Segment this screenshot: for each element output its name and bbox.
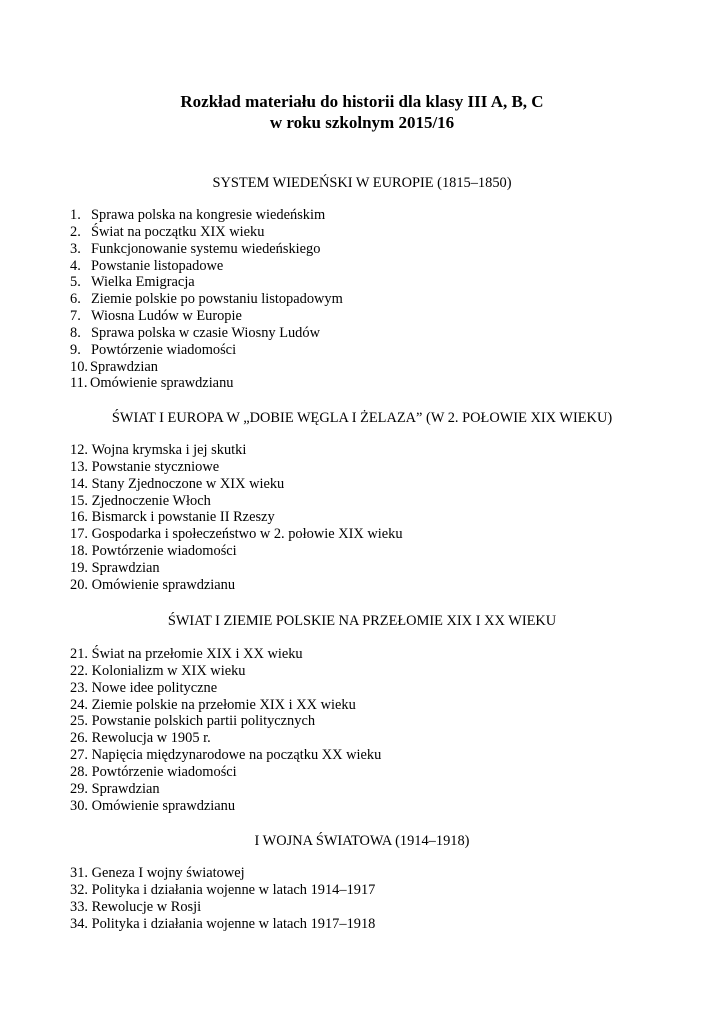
item-text: Geneza I wojny światowej xyxy=(91,865,245,881)
item-text: Gospodarka i społeczeństwo w 2. połowie XIX wieku xyxy=(91,526,403,543)
item-number: 23. xyxy=(70,679,88,696)
item-text: Ziemie polskie na przełomie XIX i XX wieku xyxy=(91,696,356,713)
section-list-2 xyxy=(0,442,724,594)
item-number: 20. xyxy=(70,576,88,593)
list-item xyxy=(0,730,724,747)
item-text: Powtórzenie wiadomości xyxy=(91,543,237,560)
item-number: 22. xyxy=(70,662,88,679)
item-number: 29. xyxy=(70,780,88,797)
item-text: Wiosna Ludów w Europie xyxy=(91,308,242,325)
document-title xyxy=(0,91,724,133)
item-number: 14. xyxy=(70,475,88,492)
item-number: 32. xyxy=(70,881,88,898)
item-number: 10. xyxy=(70,358,88,375)
list-item xyxy=(0,359,724,376)
item-number: 3. xyxy=(70,240,81,257)
item-number: 16. xyxy=(70,509,88,526)
list-item xyxy=(0,476,724,493)
list-item xyxy=(0,375,724,392)
list-item xyxy=(0,543,724,560)
item-number: 5. xyxy=(70,274,81,291)
list-item xyxy=(0,291,724,308)
list-item xyxy=(0,241,724,258)
list-item xyxy=(0,781,724,798)
item-text: Sprawdzian xyxy=(91,559,160,576)
list-item xyxy=(0,646,724,663)
list-item xyxy=(0,899,724,916)
list-item xyxy=(0,342,724,359)
item-text: Wojna krymska i jej skutki xyxy=(91,442,247,458)
section-heading-1: SYSTEM WIEDEŃSKI W EUROPIE (1815–1850) xyxy=(212,175,512,191)
item-number: 27. xyxy=(70,747,88,764)
item-text: Sprawa polska na kongresie wiedeńskim xyxy=(91,207,326,223)
item-text: Powtórzenie wiadomości xyxy=(91,763,237,780)
item-text: Świat na początku XIX wieku xyxy=(91,223,265,240)
list-item xyxy=(0,207,724,224)
item-number: 7. xyxy=(70,308,81,325)
item-text: Wielka Emigracja xyxy=(91,274,195,291)
item-text: Funkcjonowanie systemu wiedeńskiego xyxy=(91,240,321,257)
item-text: Omówienie sprawdzianu xyxy=(91,576,236,593)
item-number: 11. xyxy=(70,375,88,392)
list-item xyxy=(0,663,724,680)
title-line-2: w roku szkolnym 2015/16 xyxy=(269,113,455,132)
list-item xyxy=(0,459,724,476)
section-list-1 xyxy=(0,207,724,392)
item-text: Polityka i działania wojenne w latach 1914–1917 xyxy=(91,881,376,898)
list-item xyxy=(0,697,724,714)
list-item xyxy=(0,764,724,781)
item-number: 24. xyxy=(70,696,88,713)
list-item xyxy=(0,258,724,275)
list-item xyxy=(0,325,724,342)
item-text: Kolonializm w XIX wieku xyxy=(91,662,246,679)
item-text: Powstanie listopadowe xyxy=(91,257,224,274)
item-number: 15. xyxy=(70,492,88,509)
item-number: 13. xyxy=(70,458,88,475)
list-item xyxy=(0,274,724,291)
item-number: 25. xyxy=(70,713,88,730)
item-text: Powstanie styczniowe xyxy=(91,458,220,475)
item-text: Powtórzenie wiadomości xyxy=(91,341,237,358)
item-number: 33. xyxy=(70,898,88,915)
section-heading-3: ŚWIAT I ZIEMIE POLSKIE NA PRZEŁOMIE XIX I XX WIEKU xyxy=(167,613,557,629)
item-number: 17. xyxy=(70,526,88,543)
item-text: Świat na przełomie XIX i XX wieku xyxy=(91,646,303,662)
title-line-1: Rozkład materiału do historii dla klasy III A, B, C xyxy=(180,92,544,111)
item-text: Sprawdzian xyxy=(91,780,160,797)
item-text: Sprawdzian xyxy=(90,358,158,375)
item-text: Nowe idee polityczne xyxy=(91,679,218,696)
item-number: 30. xyxy=(70,797,88,814)
item-text: Polityka i działania wojenne w latach 1917–1918 xyxy=(91,915,376,932)
section-list-4 xyxy=(0,865,724,932)
item-number: 34. xyxy=(70,915,88,932)
item-number: 26. xyxy=(70,730,88,747)
item-number: 9. xyxy=(70,341,81,358)
list-item xyxy=(0,680,724,697)
item-number: 2. xyxy=(70,223,81,240)
item-number: 8. xyxy=(70,324,81,341)
section-list-3 xyxy=(0,646,724,814)
item-number: 18. xyxy=(70,543,88,560)
item-number: 31. xyxy=(70,865,88,881)
section-heading-4: I WOJNA ŚWIATOWA (1914–1918) xyxy=(254,833,470,849)
list-item xyxy=(0,798,724,815)
list-item xyxy=(0,865,724,882)
item-text: Rewolucje w Rosji xyxy=(91,898,202,915)
list-item xyxy=(0,747,724,764)
item-number: 21. xyxy=(70,646,88,662)
item-text: Omówienie sprawdzianu xyxy=(91,797,236,814)
list-item xyxy=(0,526,724,543)
item-text: Napięcia międzynarodowe na początku XX wieku xyxy=(91,747,382,764)
item-text: Sprawa polska w czasie Wiosny Ludów xyxy=(91,324,320,341)
item-text: Rewolucja w 1905 r. xyxy=(91,730,211,747)
item-number: 6. xyxy=(70,291,81,308)
item-number: 4. xyxy=(70,257,81,274)
list-item xyxy=(0,224,724,241)
item-number: 28. xyxy=(70,763,88,780)
list-item xyxy=(0,560,724,577)
list-item xyxy=(0,577,724,594)
item-number: 12. xyxy=(70,442,88,458)
list-item xyxy=(0,442,724,459)
list-item xyxy=(0,493,724,510)
list-item xyxy=(0,509,724,526)
item-text: Stany Zjednoczone w XIX wieku xyxy=(91,475,285,492)
list-item xyxy=(0,916,724,933)
item-text: Powstanie polskich partii politycznych xyxy=(91,713,316,730)
item-number: 19. xyxy=(70,559,88,576)
item-text: Bismarck i powstanie II Rzeszy xyxy=(91,509,275,526)
list-item xyxy=(0,713,724,730)
item-number: 1. xyxy=(70,207,81,223)
section-heading-2: ŚWIAT I EUROPA W „DOBIE WĘGLA I ŻELAZA” (W 2. POŁOWIE XIX WIEKU) xyxy=(111,410,613,426)
item-text: Zjednoczenie Włoch xyxy=(91,492,211,509)
item-text: Ziemie polskie po powstaniu listopadowym xyxy=(91,291,343,308)
list-item xyxy=(0,882,724,899)
item-text: Omówienie sprawdzianu xyxy=(90,375,234,392)
list-item xyxy=(0,308,724,325)
